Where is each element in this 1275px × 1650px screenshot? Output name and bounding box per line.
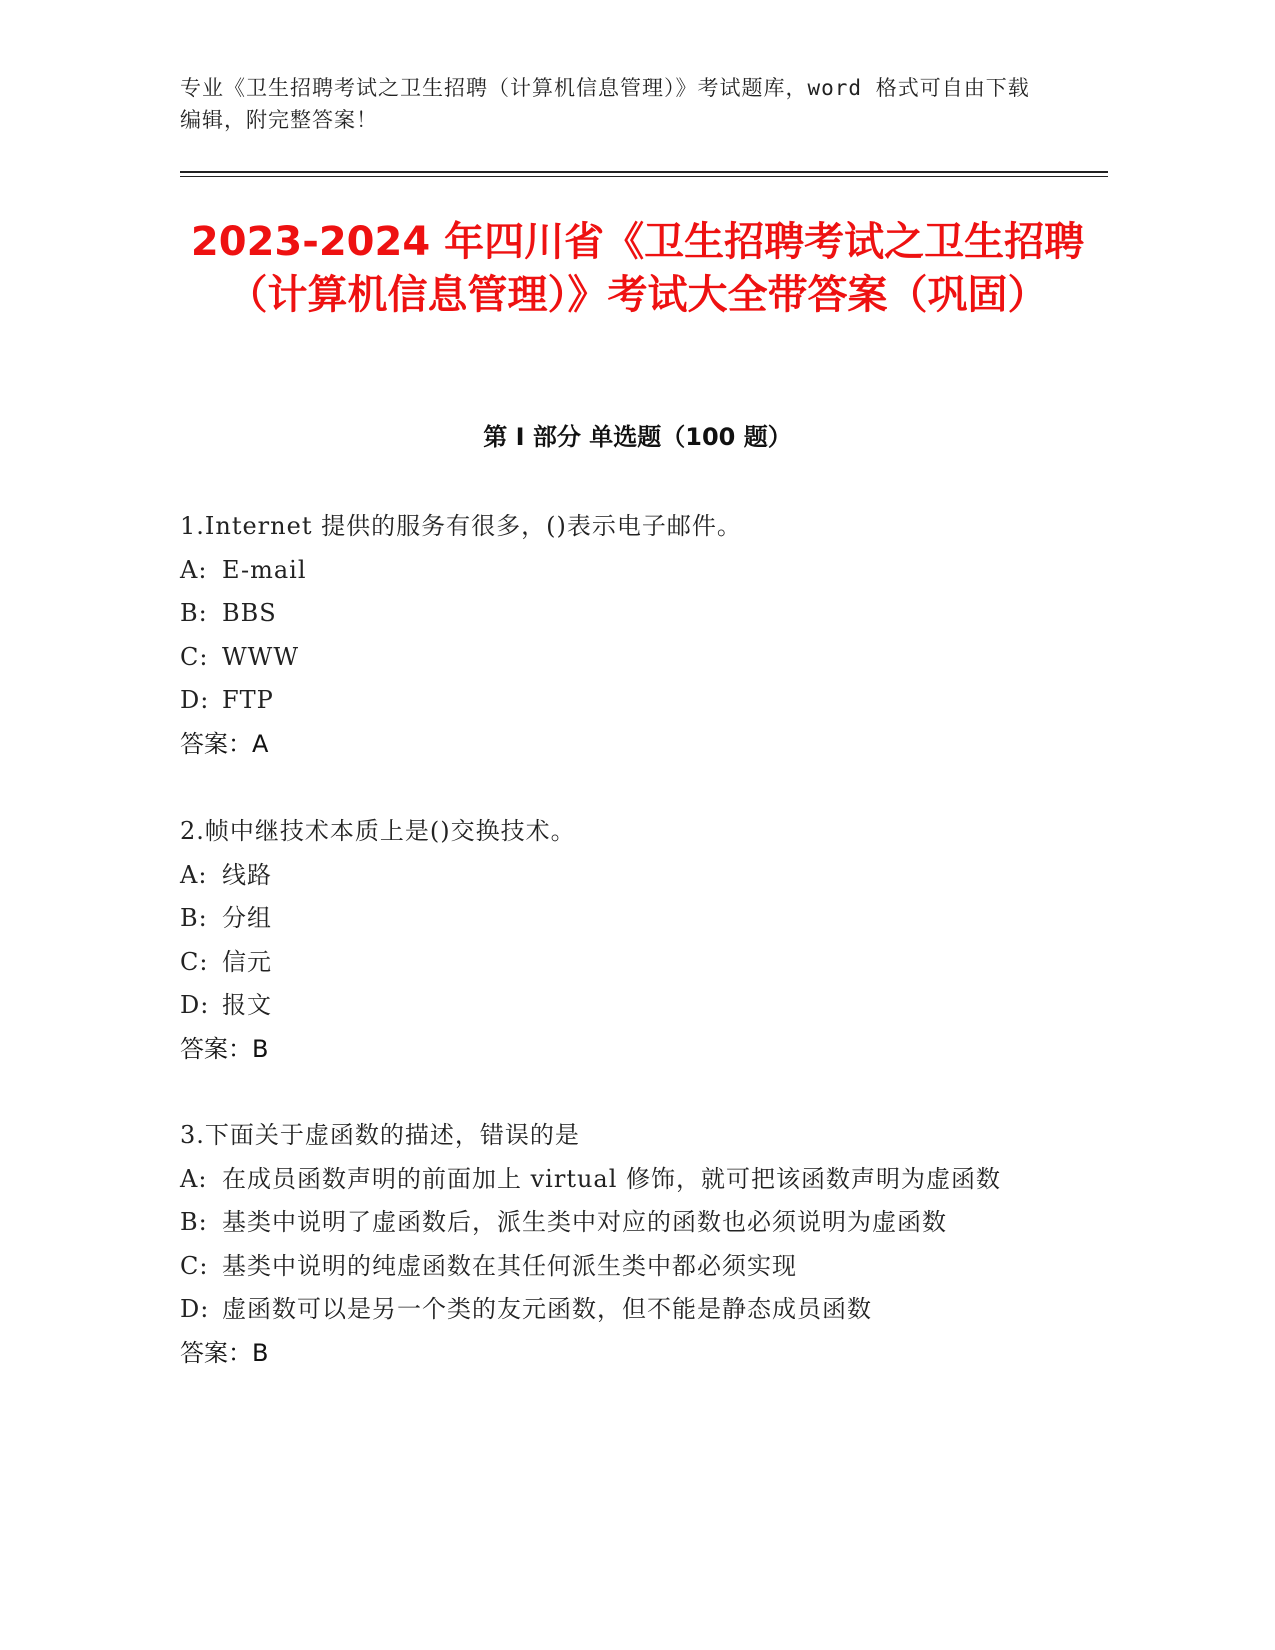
option-a bbox=[180, 854, 1040, 898]
option-d bbox=[180, 679, 1040, 723]
option-text: 信元 bbox=[222, 947, 272, 976]
option-letter: A: bbox=[180, 1164, 208, 1193]
option-text: WWW bbox=[222, 642, 300, 671]
option-c bbox=[180, 941, 1040, 985]
header-divider-thin bbox=[180, 176, 1108, 177]
option-letter: C: bbox=[180, 947, 209, 976]
option-c bbox=[180, 636, 1040, 680]
option-text: 分组 bbox=[222, 904, 272, 932]
option-d bbox=[180, 1288, 1040, 1332]
option-letter: B: bbox=[180, 1208, 208, 1236]
document-title: 2023-2024 年四川省《卫生招聘考试之卫生招聘（计算机信息管理）》考试大全带答案（巩固） bbox=[190, 219, 1085, 318]
option-text: 线路 bbox=[222, 860, 272, 889]
option-b bbox=[180, 1201, 1040, 1245]
option-text: 虚函数可以是另一个类的友元函数，但不能是静态成员函数 bbox=[222, 1295, 872, 1323]
option-letter: C: bbox=[180, 1251, 209, 1280]
option-a bbox=[180, 1158, 1040, 1202]
option-c bbox=[180, 1245, 1040, 1289]
option-letter: B: bbox=[180, 904, 208, 932]
option-text: 基类中说明的纯虚函数在其任何派生类中都必须实现 bbox=[222, 1251, 797, 1280]
option-letter: D: bbox=[180, 686, 210, 714]
question-1 bbox=[180, 505, 1040, 766]
option-letter: A: bbox=[180, 555, 208, 584]
option-letter: C: bbox=[180, 642, 209, 671]
answer-line: 答案：A bbox=[180, 729, 269, 758]
header-divider-thick bbox=[180, 171, 1108, 173]
answer-line: 答案：B bbox=[180, 1034, 269, 1063]
question-stem: 1.Internet 提供的服务有很多，()表示电子邮件。 bbox=[180, 512, 742, 540]
option-text: BBS bbox=[222, 599, 277, 627]
question-stem: 3.下面关于虚函数的描述，错误的是 bbox=[180, 1121, 580, 1149]
option-d bbox=[180, 984, 1040, 1028]
option-letter: A: bbox=[180, 860, 208, 889]
question-3 bbox=[180, 1114, 1040, 1375]
header-note: 专业《卫生招聘考试之卫生招聘（计算机信息管理）》考试题库，word 格式可自由下载编辑，附完整答案！ bbox=[180, 76, 1030, 132]
option-letter: B: bbox=[180, 599, 208, 627]
option-letter: D: bbox=[180, 991, 210, 1019]
option-text: 报文 bbox=[222, 991, 272, 1019]
option-a bbox=[180, 549, 1040, 593]
option-text: 在成员函数声明的前面加上 virtual 修饰，就可把该函数声明为虚函数 bbox=[222, 1164, 1002, 1193]
option-b bbox=[180, 897, 1040, 941]
option-text: E-mail bbox=[222, 555, 307, 584]
option-text: 基类中说明了虚函数后，派生类中对应的函数也必须说明为虚函数 bbox=[222, 1208, 947, 1236]
option-text: FTP bbox=[222, 686, 274, 714]
answer-line: 答案：B bbox=[180, 1338, 269, 1367]
option-letter: D: bbox=[180, 1295, 210, 1323]
question-stem: 2.帧中继技术本质上是()交换技术。 bbox=[180, 817, 576, 845]
section-title: 第 I 部分 单选题（100 题） bbox=[483, 423, 792, 451]
option-b bbox=[180, 592, 1040, 636]
question-2 bbox=[180, 810, 1040, 1071]
